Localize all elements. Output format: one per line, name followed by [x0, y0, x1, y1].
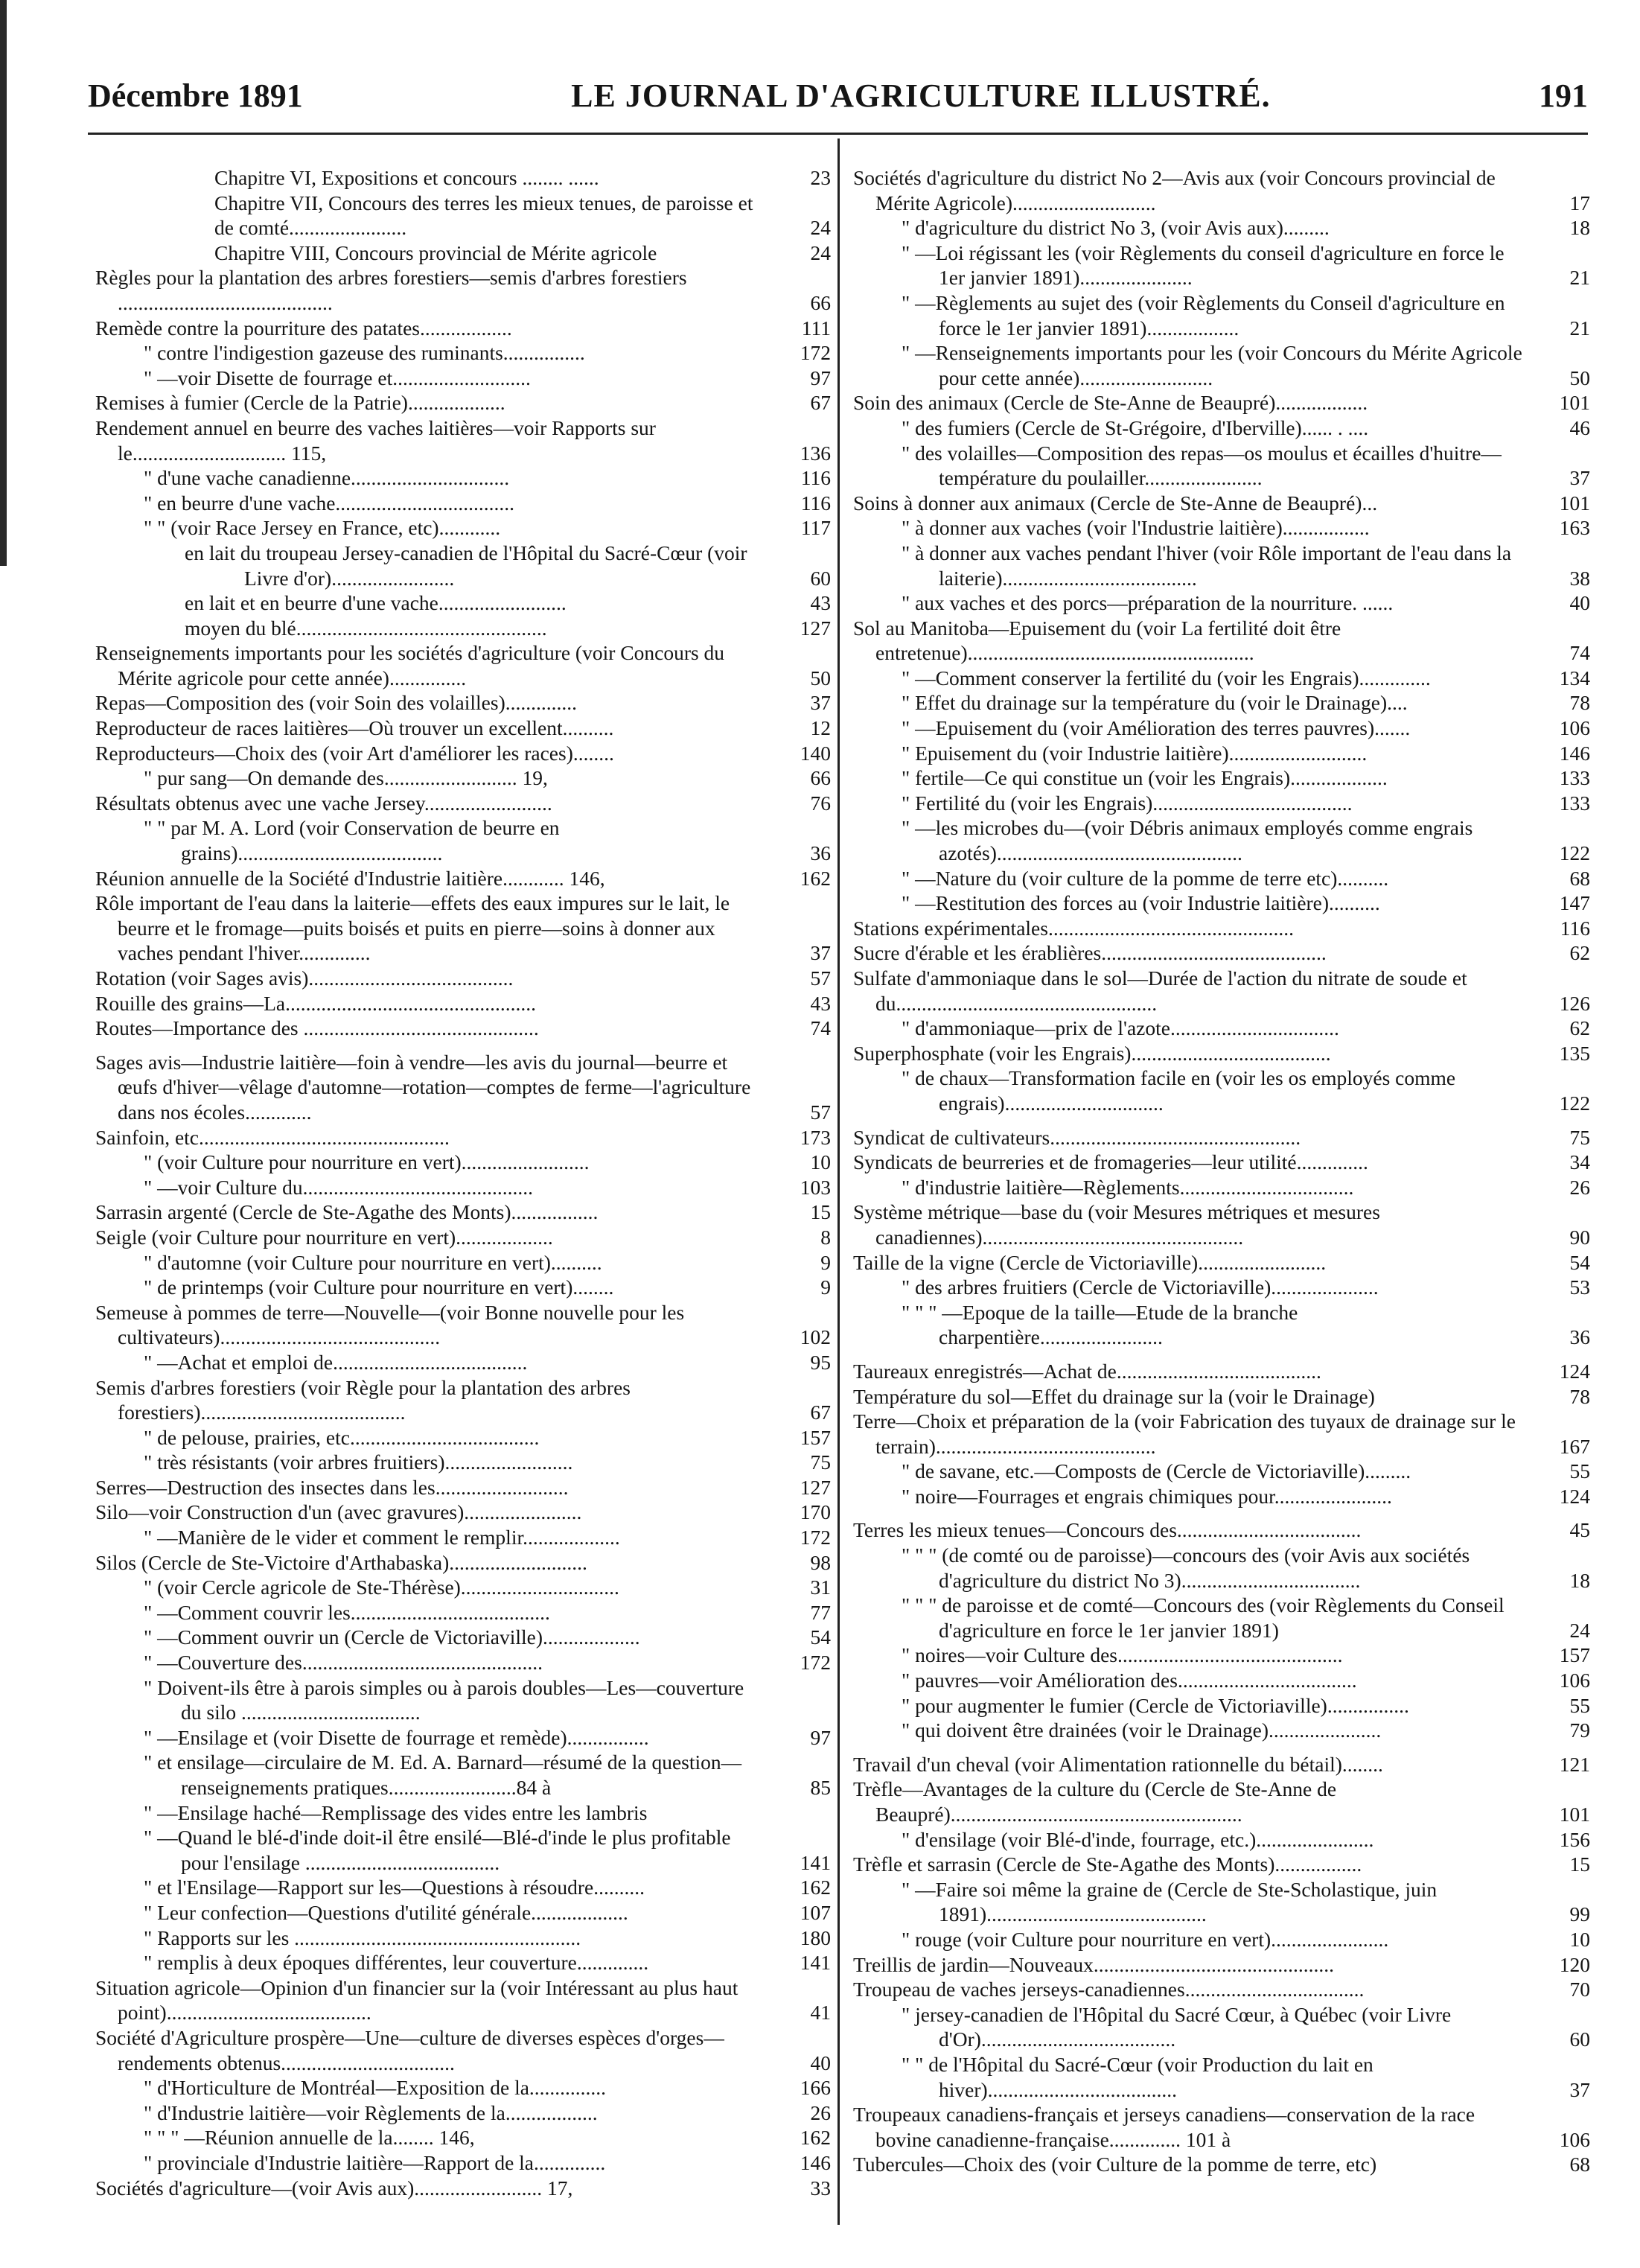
index-entry: en lait et en beurre d'une vache......................... 43 [185, 591, 831, 615]
index-entry [95, 191, 831, 241]
index-entry-page: 127 [800, 1475, 831, 1499]
index-entry-text: " d'Horticulture de Montréal—Exposition de la............... [144, 2076, 607, 2100]
index-entry-text: Trèfle et sarrasin (Cercle de Ste-Agathe des Monts)................. [853, 1853, 1362, 1876]
index-entry-text: " Leur confection—Questions d'utilité générale................... [144, 1900, 628, 1924]
index-entry-text: " en beurre d'une vache................................... [144, 491, 515, 515]
index-entry: " des fumiers (Cercle de St-Grégoire, d'Iberville)...... . .... 46 [902, 415, 1590, 439]
index-entry: moyen du blé................................................. 127 [185, 616, 831, 640]
index-entry-text: Sociétés d'agriculture du district No 2—Avis aux (voir Concours provincial de Mérite Agricole)............................ [853, 166, 1496, 214]
index-entry: " pour augmenter le fumier (Cercle de Victoriaville)................ 55 [902, 1693, 1590, 1717]
index-entry: " d'automne (voir Culture pour nourriture en vert).......... 9 [144, 1250, 831, 1274]
index-entry: Syndicats de beurreries et de fromageries—leur utilité.............. 34 [853, 1150, 1590, 1174]
index-entry-text: Routes—Importance des .............................................. [95, 1016, 539, 1040]
index-entry-text: Rotation (voir Sages avis)........................................ [95, 966, 514, 990]
index-entry-text: " et ensilage—circulaire de M. Ed. A. Barnard—résumé de la question—renseignements pratiques.........................84 à [144, 1751, 742, 1799]
index-entry [95, 415, 831, 465]
header-date: Décembre 1891 [88, 77, 303, 114]
index-entry-text: " —voir Disette de fourrage et........................... [144, 366, 531, 389]
index-entry: " aux vaches et des porcs—préparation de la nourriture. ...... 40 [902, 591, 1590, 615]
index-entry-text: Tubercules—Choix des (voir Culture de la pomme de terre, etc) [853, 2153, 1377, 2176]
index-entry-text: " —Ensilage haché—Remplissage des vides entre les lambris [144, 1800, 648, 1824]
index-entry-text: " d'agriculture du district No 3, (voir Avis aux)......... [902, 216, 1330, 240]
index-entry: " des arbres fruitiers (Cercle de Victoriaville)..................... 53 [902, 1275, 1590, 1299]
index-entry-text: " des volailles—Composition des repas—os moulus et écailles d'huitre—température du poulailler....................... [902, 441, 1502, 490]
index-entry [853, 491, 1590, 516]
index-entry [95, 1300, 831, 1350]
index-entry: " en beurre d'une vache................................... 116 [144, 491, 831, 515]
index-entry: " —Restitution des forces au (voir Industrie laitière).......... 147 [902, 891, 1590, 915]
index-entry-text: " fertile—Ce qui constitue un (voir les Engrais)................... [902, 766, 1388, 790]
index-entry-text: " Epuisement du (voir Industrie laitière)........................... [902, 741, 1368, 765]
index-entry: Sociétés d'agriculture—(voir Avis aux)......................... 17, 33 [95, 2176, 831, 2199]
index-entry: " des volailles—Composition des repas—os moulus et écailles d'huitre—température du poulailler....................... 37 [902, 441, 1590, 490]
index-entry-text: Sarrasin argenté (Cercle de Ste-Agathe des Monts)................. [95, 1200, 599, 1224]
index-entry: Règles pour la plantation des arbres forestiers—semis d'arbres forestiers .......................................... 66 [95, 266, 831, 314]
index-entry-text: " —les microbes du—(voir Débris animaux employés comme engrais azotés)................................................ [902, 816, 1473, 865]
index-entry: " pauvres—voir Amélioration des................................... 106 [902, 1669, 1590, 1692]
index-entry: " —Loi régissant les (voir Règlements du conseil d'agriculture en force le 1er janvier 1891)...................... 21 [902, 241, 1590, 290]
index-entry: " —Comment conserver la fertilité du (voir les Engrais).............. 134 [902, 666, 1590, 689]
index-entry: Rôle important de l'eau dans la laiterie—effets des eaux impures sur le lait, le beurre et le fromage—puits boisés et puits en pierre—soins à donner aux vaches pendant l'hiver.............. 37 [95, 891, 831, 965]
index-entry-text: Situation agricole—Opinion d'un financier sur la (voir Intéressant au plus haut point)........................................ [95, 1975, 738, 2025]
index-entry [95, 1475, 831, 1500]
index-entry-text: " pour augmenter le fumier (Cercle de Victoriaville)................ [902, 1693, 1409, 1717]
index-entry: " à donner aux vaches (voir l'Industrie laitière)................. 163 [902, 516, 1590, 540]
index-entry-text: Société d'Agriculture prospère—Une—culture de diverses espèces d'orges—rendements obtenus.................................. [95, 2025, 724, 2074]
index-entry-text: Taureaux enregistrés—Achat de........................................ [853, 1359, 1321, 1383]
index-entry-text: " " de l'Hôpital du Sacré-Cœur (voir Production du lait en hiver)..................................... [902, 2052, 1373, 2101]
index-entry: " Effet du drainage sur la température du (voir le Drainage).... 78 [902, 691, 1590, 715]
index-entry-text: Syndicat de cultivateurs................................................. [853, 1125, 1301, 1149]
index-entry-page: 126 [1559, 991, 1590, 1015]
index-entry-text: en lait et en beurre d'une vache......................... [185, 591, 567, 615]
index-entry: " " " —Epoque de la taille—Etude de la branche charpentière........................ 36 [902, 1300, 1590, 1349]
index-entry: Société d'Agriculture prospère—Une—culture de diverses espèces d'orges—rendements obtenus.................................. 40 [95, 2025, 831, 2074]
index-entry-text: " jersey-canadien de l'Hôpital du Sacré Cœur, à Québec (voir Livre d'Or)...................................... [902, 2002, 1452, 2051]
index-entry: Résultats obtenus avec une vache Jersey......................... 76 [95, 791, 831, 815]
index-entry-text: Sages avis—Industrie laitière—foin à vendre—les avis du journal—beurre et œufs d'hiver—vêlage d'automne—rotation—comptes de ferme—l'agriculture dans nos écoles............. [95, 1050, 751, 1124]
index-entry: Rotation (voir Sages avis)........................................ 57 [95, 966, 831, 990]
index-entry-text: Troupeau de vaches jerseys-canadiennes................................... [853, 1978, 1365, 2001]
index-entry-text: Chapitre VIII, Concours provincial de Mérite agricole [214, 241, 657, 264]
index-entry-text: " remplis à deux époques différentes, leur couverture.............. [144, 1951, 649, 1975]
index-entry-text: " pauvres—voir Amélioration des................................... [902, 1669, 1357, 1692]
index-entry: " —Nature du (voir culture de la pomme de terre etc).......... 68 [902, 866, 1590, 890]
index-entry: " d'industrie laitière—Règlements.................................. 26 [902, 1175, 1590, 1199]
index-entry: " d'ensilage (voir Blé-d'inde, fourrage, etc.)....................... 156 [902, 1827, 1590, 1851]
index-entry-text: " (voir Cercle agricole de Ste-Thérèse)............................... [144, 1576, 619, 1599]
index-entry-text: Sucre d'érable et les érablières............................................ [853, 941, 1327, 965]
index-entry-text: " d'Industrie laitière—voir Règlements de la.................. [144, 2100, 598, 2124]
index-column-right [853, 165, 1590, 2177]
index-entry-text: " d'ensilage (voir Blé-d'inde, fourrage, etc.)....................... [902, 1827, 1374, 1851]
index-entry-page: 101 [1559, 491, 1590, 515]
index-entry-text: " à donner aux vaches (voir l'Industrie laitière)................. [902, 516, 1370, 540]
index-entry: " —Règlements au sujet des (voir Règlements du Conseil d'agriculture en force le 1er janvier 1891).................. 21 [902, 290, 1590, 340]
index-entry-text: Soins à donner aux animaux (Cercle de Ste-Anne de Beaupré)... [853, 491, 1378, 515]
index-entry: " noires—voir Culture des............................................ 157 [902, 1643, 1590, 1667]
index-entry-text: " —Renseignements importants pour les (voir Concours du Mérite Agricole pour cette année).......................... [902, 341, 1522, 389]
index-entry-text: Seigle (voir Culture pour nourriture en vert)................... [95, 1225, 553, 1249]
index-entry-page: 173 [800, 1125, 831, 1149]
index-entry-text: " et l'Ensilage—Rapport sur les—Questions à résoudre.......... [144, 1876, 645, 1899]
index-entry-text: Terre—Choix et préparation de la (voir Fabrication des tuyaux de drainage sur le terrain)........................................... [853, 1409, 1516, 1458]
index-entry [95, 1500, 831, 1525]
index-entry: " —les microbes du—(voir Débris animaux employés comme engrais azotés)................................................ 122 [902, 816, 1590, 865]
index-entry-text: " —Ensilage et (voir Disette de fourrage et remède)................ [144, 1725, 649, 1749]
index-entry-text: Sol au Manitoba—Epuisement du (voir La fertilité doit être entretenue)........................................................ [853, 616, 1341, 665]
index-entry-page: 116 [1560, 916, 1590, 940]
index-entry-page: 136 [800, 441, 831, 465]
index-entry-text: Travail d'un cheval (voir Alimentation rationnelle du bétail)........ [853, 1752, 1383, 1776]
index-entry-page: 121 [1559, 1752, 1590, 1776]
index-entry: " —Comment ouvrir un (Cercle de Victoriaville)................... 54 [144, 1625, 831, 1649]
index-entry-text: Reproducteur de races laitières—Où trouver un excellent.......... [95, 716, 614, 740]
index-entry-text: Rendement annuel en beurre des vaches laitières—voir Rapports sur le.............................. 115, [95, 415, 656, 465]
index-entry-text: Superphosphate (voir les Engrais)....................................... [853, 1041, 1331, 1065]
index-entry [853, 390, 1590, 415]
index-entry-text: " provinciale d'Industrie laitière—Rapport de la.............. [144, 2150, 606, 2174]
index-entry: " contre l'indigestion gazeuse des ruminants................ 172 [144, 341, 831, 365]
index-entry-text: " Doivent-ils être à parois simples ou à parois doubles—Les—couverture du silo ................................... [144, 1675, 744, 1724]
index-entry: Reproducteur de races laitières—Où trouver un excellent.......... 12 [95, 716, 831, 740]
index-entry: " —voir Disette de fourrage et........................... 97 [144, 366, 831, 389]
index-entry-text: Trèfle—Avantages de la culture du (Cercle de Ste-Anne de Beaupré)......................................................... [853, 1777, 1337, 1826]
index-entry-text: " —Comment ouvrir un (Cercle de Victoriaville)................... [144, 1625, 640, 1649]
index-entry-page: 140 [800, 741, 831, 765]
index-entry-text: " " " —Réunion annuelle de la........ 146, [144, 2126, 475, 2150]
index-entry [95, 241, 831, 266]
index-entry: Taille de la vigne (Cercle de Victoriaville)......................... 54 [853, 1250, 1590, 1274]
index-entry: Terres les mieux tenues—Concours des.................................... 45 [853, 1518, 1590, 1542]
index-entry: " " " de paroisse et de comté—Concours des (voir Règlements du Conseil d'agriculture en force le 1er janvier 1891) 24 [902, 1593, 1590, 1642]
index-entry-text: " " " —Epoque de la taille—Etude de la branche charpentière........................ [902, 1300, 1298, 1349]
index-entry: Sucre d'érable et les érablières............................................ 62 [853, 941, 1590, 965]
index-entry-text: Chapitre VI, Expositions et concours ........ ...... [214, 166, 599, 189]
index-entry: " —Faire soi même la graine de (Cercle de Ste-Scholastique, juin 1891)........................................... 99 [902, 1877, 1590, 1926]
index-column-left [95, 165, 831, 2200]
index-entry [853, 1952, 1590, 1978]
index-entry-page: 124 [1559, 1359, 1590, 1383]
index-entry-text: Règles pour la plantation des arbres forestiers—semis d'arbres forestiers .......................................... [95, 266, 687, 314]
index-entry-text: " des fumiers (Cercle de St-Grégoire, d'Iberville)...... . .... [902, 415, 1369, 439]
index-entry-text: Système métrique—base du (voir Mesures métriques et mesures canadiennes)................................................... [853, 1200, 1380, 1249]
index-entry-text: " d'industrie laitière—Règlements.................................. [902, 1175, 1354, 1199]
index-entry-text: " très résistants (voir arbres fruitiers)......................... [144, 1450, 573, 1474]
index-entry: " fertile—Ce qui constitue un (voir les Engrais)................... 133 [902, 766, 1590, 790]
index-entry-page: 135 [1559, 1041, 1590, 1065]
index-entry-text: " —voir Culture du............................................. [144, 1175, 534, 1199]
index-entry [95, 1125, 831, 1150]
index-entry-text: Semeuse à pommes de terre—Nouvelle—(voir Bonne nouvelle pour les cultivateurs)........................................... [95, 1300, 685, 1349]
index-entry: Système métrique—base du (voir Mesures métriques et mesures canadiennes)................................................... 90 [853, 1200, 1590, 1249]
index-entry: " à donner aux vaches pendant l'hiver (voir Rôle important de l'eau dans la laiterie)...................................... 38 [902, 541, 1590, 590]
index-entry: Situation agricole—Opinion d'un financier sur la (voir Intéressant au plus haut point)........................................ 41 [95, 1975, 831, 2025]
index-entry-page: 101 [1559, 391, 1590, 415]
index-entry [95, 741, 831, 766]
index-entry-text: " de savane, etc.—Composts de (Cercle de Victoriaville)......... [902, 1459, 1411, 1483]
index-entry-text: Stations expérimentales................................................ [853, 916, 1294, 940]
index-entry-text: " des arbres fruitiers (Cercle de Victoriaville)..................... [902, 1275, 1379, 1299]
index-entry-text: " " " de paroisse et de comté—Concours des (voir Règlements du Conseil d'agriculture en force le 1er janvier 1891) [902, 1593, 1505, 1642]
index-entry-text: moyen du blé................................................. [185, 616, 547, 640]
index-entry-text: Sulfate d'ammoniaque dans le sol—Durée de l'action du nitrate de soude et du................................................... [853, 966, 1467, 1015]
index-entry: Tubercules—Choix des (voir Culture de la pomme de terre, etc) 68 [853, 2153, 1590, 2176]
index-entry-text: " Effet du drainage sur la température du (voir le Drainage).... [902, 691, 1408, 715]
index-entry: " de chaux—Transformation facile en (voir les os employés comme engrais)............................... 122 [902, 1066, 1590, 1115]
index-entry-text: Réunion annuelle de la Société d'Industrie laitière............ 146, [95, 866, 605, 890]
index-entry-text: Remises à fumier (Cercle de la Patrie)................... [95, 391, 505, 415]
index-entry: " de savane, etc.—Composts de (Cercle de Victoriaville)......... 55 [902, 1459, 1590, 1483]
index-entry-page: 101 [1559, 1803, 1590, 1826]
index-entry-text: " d'ammoniaque—prix de l'azote................................. [902, 1016, 1339, 1040]
index-entry: " Fertilité du (voir les Engrais)....................................... 133 [902, 791, 1590, 815]
index-entry-text: " Rapports sur les ........................................................ [144, 1925, 581, 1949]
index-entry-text: Taille de la vigne (Cercle de Victoriaville)......................... [853, 1250, 1327, 1274]
index-entry: Rouille des grains—La................................................. 43 [95, 991, 831, 1015]
index-entry-page: 23 [810, 166, 831, 189]
index-entry: Sarrasin argenté (Cercle de Ste-Agathe des Monts)................. 15 [95, 1200, 831, 1224]
index-entry: " —Epuisement du (voir Amélioration des terres pauvres)....... 106 [902, 716, 1590, 740]
index-entry: " " par M. A. Lord (voir Conservation de beurre en grains)........................................ 36 [144, 816, 831, 865]
index-entry [853, 2102, 1590, 2152]
page-number: 191 [1538, 77, 1588, 114]
index-entry-text: " à donner aux vaches pendant l'hiver (voir Rôle important de l'eau dans la laiterie)...................................... [902, 541, 1512, 590]
index-entry: " jersey-canadien de l'Hôpital du Sacré Cœur, à Québec (voir Livre d'Or)...................................... 60 [902, 2002, 1590, 2051]
index-entry: " Leur confection—Questions d'utilité générale................... 107 [144, 1900, 831, 1924]
index-entry: " et l'Ensilage—Rapport sur les—Questions à résoudre.......... 162 [144, 1876, 831, 1899]
index-entry-text: Rouille des grains—La................................................. [95, 991, 536, 1015]
index-entry: " qui doivent être drainées (voir le Drainage)...................... 79 [902, 1718, 1590, 1742]
index-entry: " d'Industrie laitière—voir Règlements de la.................. 26 [144, 2100, 831, 2124]
index-entry-text: " noire—Fourrages et engrais chimiques pour....................... [902, 1484, 1392, 1508]
index-entry-text: " " par M. A. Lord (voir Conservation de beurre en grains)........................................ [144, 816, 560, 865]
index-entry-text: " noires—voir Culture des............................................ [902, 1643, 1343, 1667]
index-entry-text: " " (voir Race Jersey en France, etc)............ [144, 516, 501, 540]
index-entry-text: Soin des animaux (Cercle de Ste-Anne de Beaupré).................. [853, 391, 1368, 415]
index-entry-text: " —Epuisement du (voir Amélioration des terres pauvres)....... [902, 716, 1411, 740]
index-entry [95, 316, 831, 341]
index-entry-text: en lait du troupeau Jersey-canadien de l'Hôpital du Sacré-Cœur (voir Livre d'or)........................ [185, 541, 747, 590]
index-entry: Température du sol—Effet du drainage sur la (voir le Drainage) 78 [853, 1384, 1590, 1408]
index-entry-text: " de printemps (voir Culture pour nourriture en vert)........ [144, 1275, 614, 1299]
index-entry: Syndicat de cultivateurs................................................. 75 [853, 1125, 1590, 1149]
journal-title: LE JOURNAL D'AGRICULTURE ILLUSTRÉ. [571, 77, 1271, 114]
index-entry-text: " de chaux—Transformation facile en (voir les os employés comme engrais)............................... [902, 1066, 1456, 1115]
index-entry: Sages avis—Industrie laitière—foin à vendre—les avis du journal—beurre et œufs d'hiver—vêlage d'automne—rotation—comptes de ferme—l'agriculture dans nos écoles............. 57 [95, 1050, 831, 1124]
index-entry: " —Renseignements importants pour les (voir Concours du Mérite Agricole pour cette année).......................... 50 [902, 341, 1590, 389]
index-entry: " rouge (voir Culture pour nourriture en vert)....................... 10 [902, 1927, 1590, 1951]
index-entry-text: " —Comment conserver la fertilité du (voir les Engrais).............. [902, 666, 1431, 689]
index-entry-text: Remède contre la pourriture des patates.................. [95, 316, 512, 340]
index-entry: " d'une vache canadienne............................... 116 [144, 466, 831, 490]
index-entry: " noire—Fourrages et engrais chimiques pour....................... 124 [902, 1484, 1590, 1508]
index-entry-text: Reproducteurs—Choix des (voir Art d'améliorer les races)........ [95, 741, 614, 765]
index-entry-text: Sociétés d'agriculture—(voir Avis aux)......................... 17, [95, 2176, 573, 2199]
index-entry-text: Silo—voir Construction d'un (avec gravures)....................... [95, 1500, 582, 1524]
index-entry-text: " —Manière de le vider et comment le remplir................... [144, 1526, 620, 1549]
index-entry-text: " —Comment couvrir les....................................... [144, 1600, 550, 1624]
index-entry: " d'agriculture du district No 3, (voir Avis aux)......... 18 [902, 216, 1590, 240]
index-entry: " —Quand le blé-d'inde doit-il être ensilé—Blé-d'inde le plus profitable pour l'ensilage ...................................... 141 [144, 1826, 831, 1874]
binding-edge-mark [0, 0, 7, 566]
index-entry: Silos (Cercle de Ste-Victoire d'Arthabaska)........................... 98 [95, 1550, 831, 1574]
index-entry [853, 1041, 1590, 1066]
index-entry-text: " —Couverture des............................................... [144, 1651, 543, 1675]
index-entry: " " " (de comté ou de paroisse)—concours des (voir Avis aux sociétés d'agriculture du district No 3)................................... 18 [902, 1544, 1590, 1592]
index-entry-text: " —Faire soi même la graine de (Cercle de Ste-Scholastique, juin 1891)........................................... [902, 1877, 1438, 1926]
index-entry-text: " —Règlements au sujet des (voir Règlements du Conseil d'agriculture en force le 1er janvier 1891).................. [902, 290, 1505, 340]
index-entry-text: Repas—Composition des (voir Soin des volailles).............. [95, 691, 577, 715]
index-entry-text: " rouge (voir Culture pour nourriture en vert)....................... [902, 1927, 1389, 1951]
index-entry-text: " —Restitution des forces au (voir Industrie laitière).......... [902, 891, 1380, 915]
index-entry-text: Treillis de jardin—Nouveaux............................................... [853, 1952, 1334, 1976]
index-entry-page: 162 [800, 866, 831, 890]
index-entry [853, 916, 1590, 941]
index-entry-page: 24 [810, 216, 831, 240]
index-entry: " —voir Culture du............................................. 103 [144, 1175, 831, 1199]
index-entry-text: Terres les mieux tenues—Concours des.................................... [853, 1518, 1362, 1542]
index-entry-text: Température du sol—Effet du drainage sur la (voir le Drainage) [853, 1384, 1375, 1408]
index-entry-text: Renseignements importants pour les sociétés d'agriculture (voir Concours du Mérite agricole pour cette année)............... [95, 641, 725, 689]
index-entry-text: " d'automne (voir Culture pour nourriture en vert).......... [144, 1250, 602, 1274]
index-entry-page: 111 [801, 316, 831, 340]
index-entry-page: 106 [1559, 2127, 1590, 2151]
index-entry-text: " (voir Culture pour nourriture en vert)......................... [144, 1150, 590, 1174]
index-entry-text: " pur sang—On demande des.......................... 19, [144, 766, 548, 790]
index-entry: Trèfle et sarrasin (Cercle de Ste-Agathe des Monts)................. 15 [853, 1853, 1590, 1876]
index-entry-page: 102 [800, 1325, 831, 1349]
index-entry-text: " contre l'indigestion gazeuse des ruminants................ [144, 341, 585, 365]
index-entry: " —Achat et emploi de...................................... 95 [144, 1350, 831, 1374]
index-entry-text: " —Quand le blé-d'inde doit-il être ensilé—Blé-d'inde le plus profitable pour l'ensilage ...................................... [144, 1826, 731, 1874]
index-entry: Renseignements importants pour les sociétés d'agriculture (voir Concours du Mérite agricole pour cette année)............... 50 [95, 641, 831, 689]
index-entry-text: Serres—Destruction des insectes dans les.......................... [95, 1475, 569, 1499]
header-rule [88, 133, 1588, 135]
index-entry: " —Ensilage et (voir Disette de fourrage et remède)................ 97 [144, 1725, 831, 1749]
index-entry: Sociétés d'agriculture du district No 2—Avis aux (voir Concours provincial de Mérite Agricole)............................ 17 [853, 166, 1590, 214]
index-entry-text: Chapitre VII, Concours des terres les mieux tenues, de paroisse et de comté....................... [214, 191, 753, 240]
index-entry-text: " qui doivent être drainées (voir le Drainage)...................... [902, 1718, 1382, 1742]
index-entry: Semis d'arbres forestiers (voir Règle pour la plantation des arbres forestiers)........................................ 67 [95, 1375, 831, 1424]
index-entry: Routes—Importance des .............................................. 74 [95, 1016, 831, 1040]
index-entry [853, 1752, 1590, 1777]
index-entry-text: " —Achat et emploi de...................................... [144, 1350, 528, 1374]
index-entry: " —Comment couvrir les....................................... 77 [144, 1600, 831, 1624]
index-entry-text: Sainfoin, etc................................................. [95, 1125, 450, 1149]
index-entry-page: 24 [810, 241, 831, 264]
index-entry-text: " de pelouse, prairies, etc..................................... [144, 1425, 540, 1449]
index-entry: " de pelouse, prairies, etc..................................... 157 [144, 1425, 831, 1449]
index-entry: " " de l'Hôpital du Sacré-Cœur (voir Production du lait en hiver)..................................... 37 [902, 2052, 1590, 2101]
index-entry [95, 1675, 831, 1725]
index-entry-text: " d'une vache canadienne............................... [144, 466, 510, 490]
index-entry-text: " —Nature du (voir culture de la pomme de terre etc).......... [902, 866, 1389, 890]
index-entry: " Epuisement du (voir Industrie laitière)........................... 146 [902, 741, 1590, 765]
index-entry: Remises à fumier (Cercle de la Patrie)................... 67 [95, 391, 831, 415]
index-entry-text: " " " (de comté ou de paroisse)—concours des (voir Avis aux sociétés d'agriculture du district No 3)................................... [902, 1544, 1470, 1592]
index-entry-text: " Fertilité du (voir les Engrais)....................................... [902, 791, 1353, 815]
index-entry: Troupeau de vaches jerseys-canadiennes................................... 70 [853, 1978, 1590, 2001]
index-entry: Repas—Composition des (voir Soin des volailles).............. 37 [95, 691, 831, 715]
index-entry-text: " aux vaches et des porcs—préparation de la nourriture. ...... [902, 591, 1394, 615]
index-entry-text: Rôle important de l'eau dans la laiterie—effets des eaux impures sur le lait, le beurre et le fromage—puits boisés et puits en pierre—soins à donner aux vaches pendant l'hiver.............. [95, 891, 730, 965]
index-entry: " de printemps (voir Culture pour nourriture en vert)........ 9 [144, 1275, 831, 1299]
index-entry: " —Couverture des............................................... 172 [144, 1651, 831, 1675]
index-entry [95, 1800, 831, 1826]
index-entry: Seigle (voir Culture pour nourriture en vert)................... 8 [95, 1225, 831, 1249]
index-entry-text: " —Loi régissant les (voir Règlements du conseil d'agriculture en force le 1er janvier 1891)...................... [902, 241, 1505, 290]
index-entry-page: 120 [1559, 1952, 1590, 1976]
index-entry: " (voir Cercle agricole de Ste-Thérèse)............................... 31 [144, 1576, 831, 1599]
index-entry: " (voir Culture pour nourriture en vert)......................... 10 [144, 1150, 831, 1174]
index-entry [95, 866, 831, 891]
page-header [88, 73, 1588, 118]
index-entry: " —Manière de le vider et comment le remplir................... 172 [144, 1526, 831, 1549]
column-divider [837, 138, 840, 2225]
index-entry-text: Syndicats de beurreries et de fromageries—leur utilité.............. [853, 1150, 1368, 1174]
index-entry [853, 966, 1590, 1016]
index-entry: " provinciale d'Industrie laitière—Rapport de la.............. 146 [144, 2150, 831, 2174]
index-entry-page: 167 [1559, 1434, 1590, 1458]
index-entry: " pur sang—On demande des.......................... 19, 66 [144, 766, 831, 790]
index-entry: " d'ammoniaque—prix de l'azote................................. 62 [902, 1016, 1590, 1040]
index-entry: " d'Horticulture de Montréal—Exposition de la............... 166 [144, 2076, 831, 2100]
index-entry-text: Semis d'arbres forestiers (voir Règle pour la plantation des arbres forestiers)........................................ [95, 1375, 631, 1424]
index-entry [853, 1777, 1590, 1826]
index-entry [853, 1359, 1590, 1384]
index-entry: " Rapports sur les ........................................................ 180 [144, 1925, 831, 1949]
index-entry: " très résistants (voir arbres fruitiers)......................... 75 [144, 1450, 831, 1474]
index-entry: Sol au Manitoba—Epuisement du (voir La fertilité doit être entretenue)........................................................ 74 [853, 616, 1590, 665]
index-entry-text: Résultats obtenus avec une vache Jersey......................... [95, 791, 552, 815]
index-entry: " " " —Réunion annuelle de la........ 146, 162 [144, 2126, 831, 2150]
index-entry-text: Silos (Cercle de Ste-Victoire d'Arthabaska)........................... [95, 1550, 587, 1574]
index-entry: " et ensilage—circulaire de M. Ed. A. Barnard—résumé de la question—renseignements pratiques.........................84 à 85 [144, 1751, 831, 1799]
index-entry-page: 170 [800, 1500, 831, 1524]
index-entry [853, 1409, 1590, 1459]
index-entry: en lait du troupeau Jersey-canadien de l'Hôpital du Sacré-Cœur (voir Livre d'or)........................ 60 [185, 541, 831, 590]
index-entry-text: Troupeaux canadiens-français et jerseys canadiens—conservation de la race bovine canadienne-française.............. 101 à [853, 2103, 1475, 2151]
index-entry: " remplis à deux époques différentes, leur couverture.............. 141 [144, 1951, 831, 1975]
index-entry: " " (voir Race Jersey en France, etc)............ 117 [144, 516, 831, 540]
index-entry [95, 165, 831, 191]
